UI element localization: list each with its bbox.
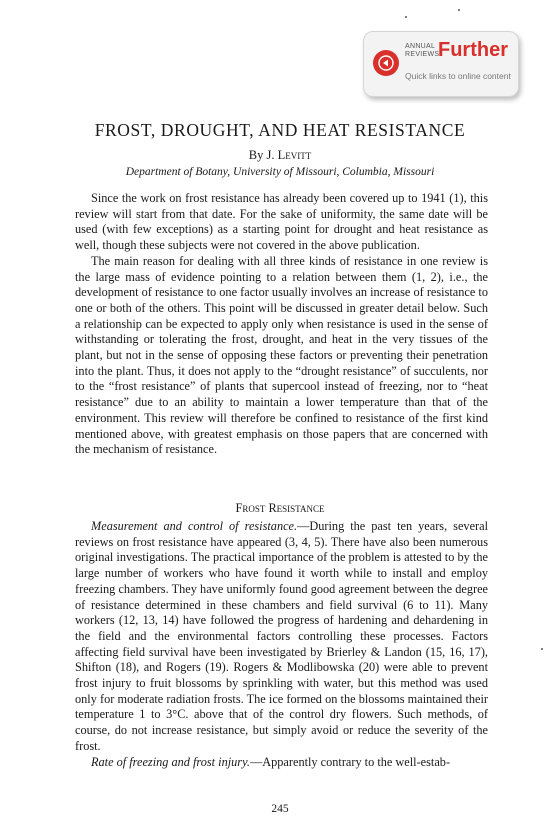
badge-further-label: Further (438, 39, 508, 61)
frost-section-text (75, 519, 488, 770)
section-heading: Frost Resistance (235, 501, 325, 515)
paragraph (75, 755, 488, 771)
subsection-heading: Measurement and control of resistance. (91, 519, 298, 533)
further-reviews-badge[interactable] (363, 31, 519, 97)
intro-text (75, 191, 488, 458)
paragraph-text: —During the past ten years, several reviews on frost resistance have appeared (3, 4, 5). There have also been numerous original investigations. The practical importance of the problem is attested to by the large number of workers who have found it worth while to install and employ freezing chambers. They have uniformly found good agreement between the degree of resistance determined in these chambers and field survival (6 to 11). Many workers (12, 13, 14) have followed the progress of hardening and dehardening in the field and the environmental factors controlling these processes. Factors affecting field survival have been investigated by Brierley & Landon (15, 16, 17), Shifton (18), and Rogers (19). Rogers & Modlibowska (20) were able to prevent frost injury to fruit blossoms by sprinkling with water, but this method was used only for moderate radiation frosts. The ice formed on the blossoms maintained their temperature 1 to 3°C. above that of the control dry flowers. Such methods, of course, do not increase resistance, but simply avoid or reduce the severity of the frost. (75, 519, 488, 753)
speck (541, 648, 543, 650)
subsection-heading: Rate of freezing and frost injury. (91, 754, 250, 769)
author-prefix: By J. (248, 148, 278, 162)
paragraph-text: —Apparently contrary to the well-estab- (249, 754, 451, 769)
author-name: Levitt (277, 148, 312, 162)
paragraph: Since the work on frost resistance has already been covered up to 1941 (1), this review will start from that date. For the sake of uniformity, the same date will be used (with few exceptions) as a starting point for drought and heat resistance as well, though these subjects were not covered in the above publication. (75, 191, 488, 253)
article-title: FROST, DROUGHT, AND HEAT RESISTANCE (94, 120, 466, 140)
speck (405, 16, 407, 18)
badge-annual-label: ANNUAL (405, 43, 436, 50)
affiliation: Department of Botany, University of Missouri, Columbia, Missouri (125, 166, 435, 178)
play-back-icon (373, 50, 399, 76)
paragraph (75, 519, 488, 755)
author-line (0, 148, 560, 163)
page-number: 245 (271, 803, 289, 815)
paragraph: The main reason for dealing with all three kinds of resistance in one review is the large mass of evidence pointing to a relation between them (1, 2), i.e., the development of resistance to one factor usually involves an increase of resistance to one or both of the others. This point will be discussed in greater detail below. Such a relationship can be expected to apply only when resistance is used in the sense of withstanding or tolerating the frost, drought, and heat in the very tissues of the plant, but not in the sense of opposing these factors or preventing their penetration into the plant. Thus, it does not apply to the “drought resistance” of succulents, nor to the “frost resistance” of plants that supercool instead of freezing, nor to “heat resistance” due to an ability to maintain a lower temperature than that of the environment. This review will therefore be confined to resistance of the first kind mentioned above, with greatest emphasis on those papers that are concerned with the mechanism of resistance. (75, 253, 488, 457)
speck (458, 9, 460, 11)
badge-reviews-label: REVIEWS (405, 51, 440, 58)
badge-quick-links[interactable]: Quick links to online content (405, 71, 511, 81)
